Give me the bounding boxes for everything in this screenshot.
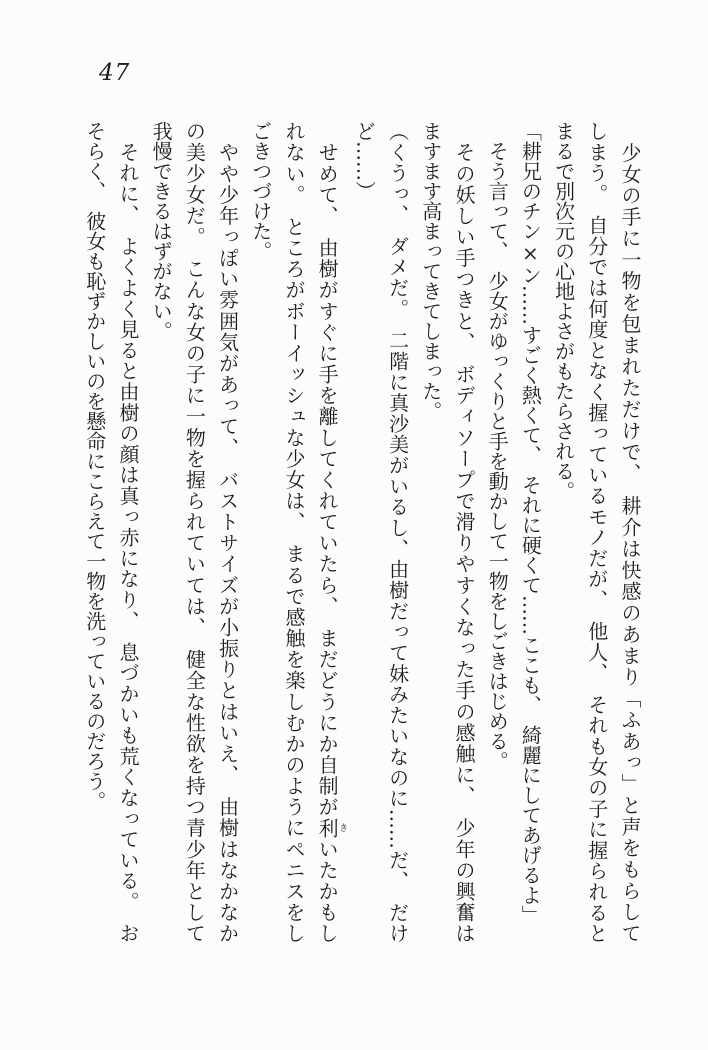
- ruby-annotated-kanji: 利き: [315, 817, 348, 839]
- text-line: その妖しい手つきと、 ボディソープで滑りやすくなった手の感触に、 少年の興奮は: [451, 121, 476, 944]
- text-line: れない。 ところがボーイッシュな少女は、 まるで感触を楽しむかのようにペニスをし: [281, 121, 306, 943]
- text-line: そう言って、 少女がゆっくりと手を動かして一物をしごきはじめる。: [485, 121, 510, 771]
- text-line: せめて、 由樹がすぐに手を離してくれていたら、 まだどうにか自制が利きいたかもし: [315, 121, 348, 944]
- text-line: （くうっ、 ダメだ。 二階に真沙美がいるし、由樹だって妹みたいなのに……だ、 だけ: [385, 121, 410, 943]
- text-line: 我慢できるはずがない。: [149, 121, 174, 341]
- page-number: 47: [99, 60, 131, 86]
- text-line: の美少女だ。 こんな女の子に一物を握られていては、 健全な性欲を持つ青少年として: [182, 121, 207, 943]
- text-line: しまう。 自分では何度となく握っているモノだが、 他人、 それも女の子に握られると: [584, 121, 609, 943]
- text-line: ごきつづけた。: [248, 121, 273, 261]
- text-line: そらく、 彼女も恥ずかしいのを懸命にこらえて一物を洗っているのだろう。: [82, 121, 107, 811]
- text-line: まるで別次元の心地よさがもたらされる。: [551, 121, 576, 501]
- text-line: ど……）: [352, 121, 377, 201]
- body-text: [78, 121, 646, 943]
- text-line: 少女の手に一物を包まれただけで、 耕介は快感のあまり「ふあっ」と声をもらして: [618, 121, 642, 943]
- text-line: ますます高まってきてしまった。: [418, 121, 443, 421]
- text-line: やや少年っぽい雰囲気があって、 バストサイズが小振りとはいえ、 由樹はなかなか: [215, 121, 240, 943]
- text-line: それに、 よくよく見ると由樹の顔は真っ赤になり、 息づかいも荒くなっている。 お: [115, 121, 140, 943]
- text-line: 「耕兄のチン×ン……すごく熱くて、 それに硬くて……ここも、 綺麗にしてあげるよ」: [518, 121, 543, 925]
